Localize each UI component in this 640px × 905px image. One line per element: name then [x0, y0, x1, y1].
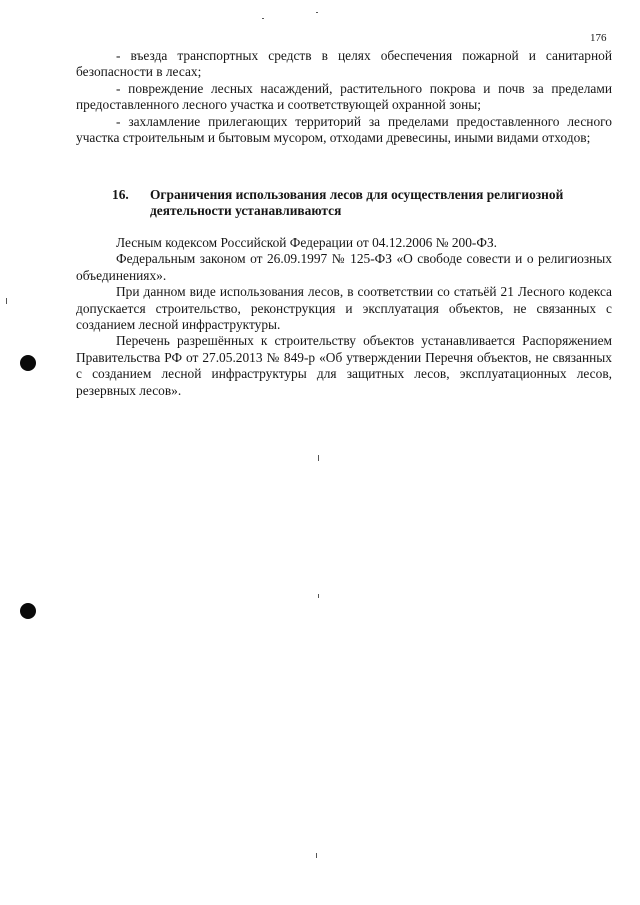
paragraph: Перечень разрешённых к строительству объектов устанавливается Распоряжением Правительства РФ от 27.05.2013 № 849-р «Об утверждении Перечня объектов, не связанных с созданием лесной инфраструктуры для защитных лесов, эксплуатационных лесов, резервных лесов».: [76, 333, 612, 398]
paragraph: Лесным кодексом Российской Федерации от 04.12.2006 № 200-ФЗ.: [116, 235, 498, 250]
bullet-item: - повреждение лесных насаждений, растительного покрова и почв за пределами предоставленного лесного участка и соответствующей охранной зоны;: [76, 80, 612, 113]
section-number: 16.: [112, 187, 129, 202]
punch-hole: [20, 355, 36, 371]
scan-speck: [6, 298, 7, 304]
scan-speck: [316, 853, 317, 858]
paragraph: Федеральным законом от 26.09.1997 № 125-ФЗ «О свободе совести и о религиозных объединениях».: [76, 251, 612, 283]
bullet-item: - захламление прилегающих территорий за пределами предоставленного лесного участка строительным и бытовым мусором, отходами древесины, иными видами отходов;: [76, 113, 612, 146]
scan-speck: [316, 12, 318, 13]
bullet-item: - въезда транспортных средств в целях обеспечения пожарной и санитарной безопасности в лесах;: [76, 48, 612, 80]
section-title-line2: деятельности устанавливаются: [150, 203, 342, 219]
page-number: 176: [590, 32, 607, 44]
scan-speck: [318, 455, 319, 461]
punch-hole: [20, 603, 36, 619]
bullet-list: [76, 48, 612, 146]
section-heading: [112, 187, 612, 220]
section-title-line1: Ограничения использования лесов для осуществления религиозной: [150, 187, 564, 202]
paragraph: При данном виде использования лесов, в соответствии со статьёй 21 Лесного кодекса допускается строительство, реконструкция и эксплуатация объектов, не связанных с созданием лесной инфраструктуры.: [76, 284, 612, 333]
section-body: [76, 235, 612, 399]
scan-speck: [318, 594, 319, 598]
scan-speck: [262, 18, 264, 19]
